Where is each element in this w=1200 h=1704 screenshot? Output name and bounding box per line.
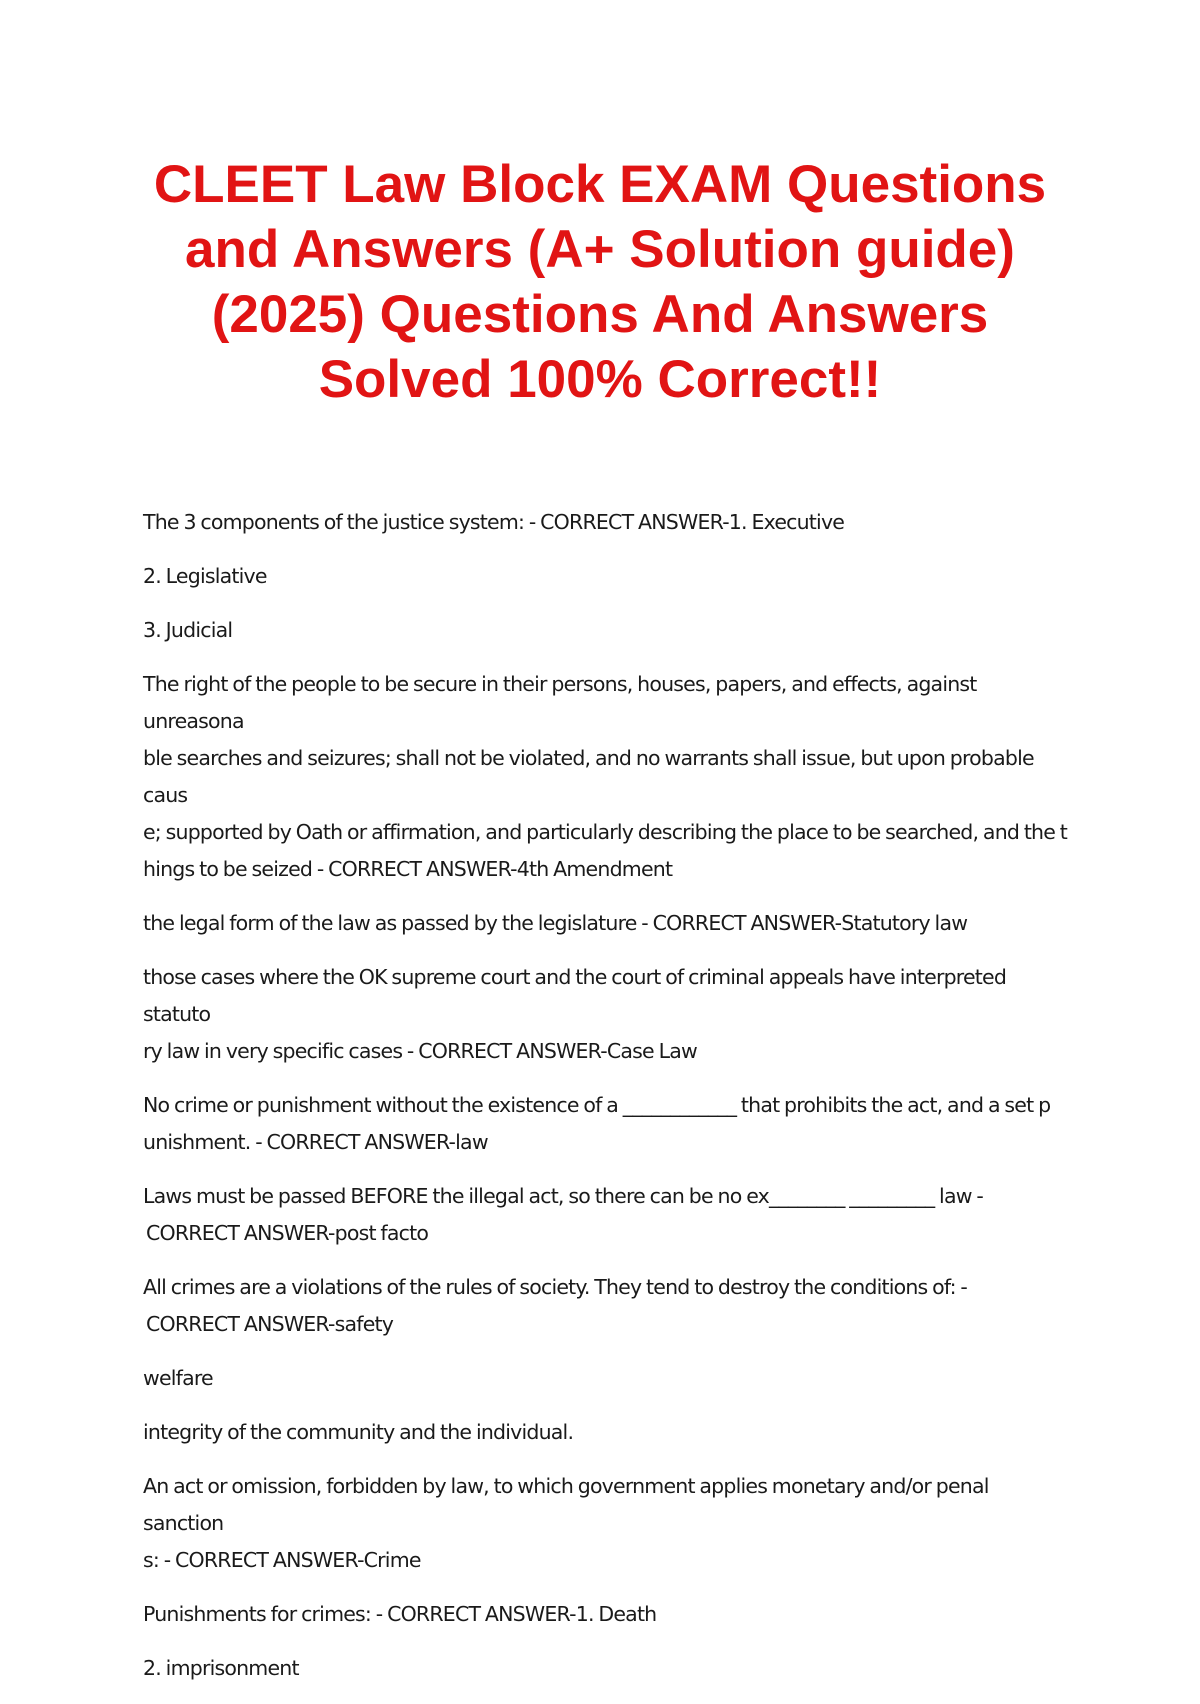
text-line: hings to be seized - CORRECT ANSWER-4th Amendment: [143, 857, 673, 881]
qa-paragraph: [143, 1178, 1073, 1252]
qa-paragraph: [143, 905, 1073, 942]
title-line: Solved 100% Correct!!: [318, 350, 882, 409]
text-line: 3. Judicial: [143, 618, 233, 642]
text-line: the legal form of the law as passed by the legislature - CORRECT ANSWER-Statutory law: [143, 911, 968, 935]
qa-paragraph: [143, 1087, 1073, 1161]
qa-paragraph: [143, 1468, 1073, 1579]
text-line: 2. imprisonment: [143, 1656, 299, 1680]
qa-paragraph: [143, 959, 1073, 1070]
qa-paragraph: [143, 666, 1073, 888]
qa-paragraph: [143, 504, 1073, 541]
text-line: ry law in very specific cases - CORRECT ANSWER-Case Law: [143, 1039, 697, 1063]
text-line: CORRECT ANSWER-post facto: [146, 1221, 429, 1245]
qa-paragraph: [143, 1269, 1073, 1343]
text-line: The 3 components of the justice system: - CORRECT ANSWER-1. Executive: [143, 510, 845, 534]
text-line: ble searches and seizures; shall not be violated, and no warrants shall issue, but upon probable caus: [143, 746, 1034, 807]
qa-list: [143, 504, 1073, 1704]
qa-paragraph: [143, 1414, 1073, 1451]
text-line: No crime or punishment without the existence of a ____________ that prohibits the act, and a set p: [143, 1093, 1051, 1117]
text-line: Punishments for crimes: - CORRECT ANSWER-1. Death: [143, 1602, 657, 1626]
text-line: The right of the people to be secure in their persons, houses, papers, and effects, against unreasona: [143, 672, 977, 733]
document-title: [100, 152, 1100, 412]
text-line: e; supported by Oath or affirmation, and particularly describing the place to be searched, and the t: [143, 820, 1068, 844]
qa-paragraph: [143, 1650, 1073, 1687]
qa-paragraph: [143, 1360, 1073, 1397]
qa-paragraph: [143, 558, 1073, 595]
text-line: s: - CORRECT ANSWER-Crime: [143, 1548, 421, 1572]
title-line: CLEET Law Block EXAM Questions: [153, 155, 1047, 214]
qa-paragraph: [143, 612, 1073, 649]
qa-paragraph: [143, 1596, 1073, 1633]
title-line: and Answers (A+ Solution guide): [185, 220, 1015, 279]
text-line: An act or omission, forbidden by law, to which government applies monetary and/or penal sanction: [143, 1474, 989, 1535]
text-line: welfare: [143, 1366, 213, 1390]
text-line: unishment. - CORRECT ANSWER-law: [143, 1130, 488, 1154]
text-line: CORRECT ANSWER-safety: [146, 1312, 394, 1336]
text-line: All crimes are a violations of the rules of society. They tend to destroy the conditions of: -: [143, 1275, 968, 1299]
text-line: Laws must be passed BEFORE the illegal act, so there can be no ex________ _________ law -: [143, 1184, 983, 1208]
title-line: (2025) Questions And Answers: [211, 285, 989, 344]
text-line: integrity of the community and the individual.: [143, 1420, 574, 1444]
text-line: 2. Legislative: [143, 564, 267, 588]
text-line: those cases where the OK supreme court and the court of criminal appeals have interpreted statuto: [143, 965, 1007, 1026]
